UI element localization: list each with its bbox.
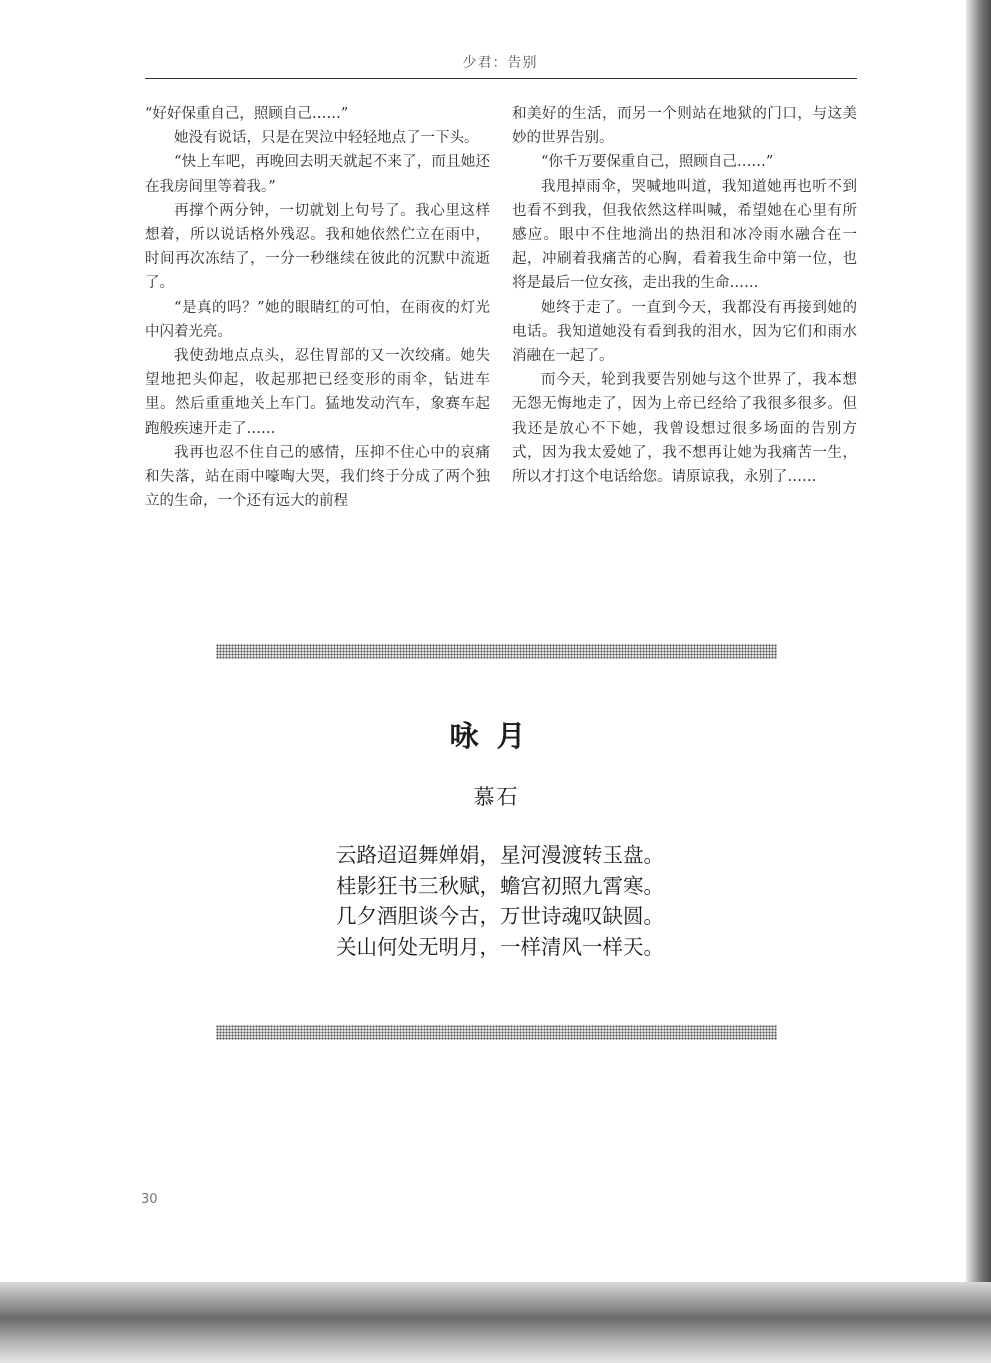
paragraph: 我甩掉雨伞，哭喊地叫道，我知道她再也听不到也看不到我，但我依然这样叫喊，希望她在心里有所感应。眼中不住地淌出的热泪和冰冷雨水融合在一起，冲刷着我痛苦的心胸，看着我生命中第一位，也将是最后一位女孩，走出我的生命…… xyxy=(512,178,857,292)
paragraph: 她终于走了。一直到今天，我都没有再接到她的电话。我知道她没有看到我的泪水，因为它们和雨水消融在一起了。 xyxy=(512,299,857,365)
article-right-column xyxy=(512,102,857,489)
page-number: 30 xyxy=(141,1192,158,1207)
poem-body xyxy=(300,840,700,962)
paragraph: “快上车吧，再晚回去明天就起不来了，而且她还在我房间里等着我。” xyxy=(145,154,490,195)
article-left-column xyxy=(145,102,490,513)
paragraph: 她没有说话，只是在哭泣中轻轻地点了一下头。 xyxy=(174,130,479,147)
poem-line: 云路迢迢舞婵娟，星河漫渡转玉盘。 xyxy=(336,843,664,867)
paragraph: 再撑个两分钟，一切就划上句号了。我心里这样想着，所以说话格外残忍。我和她依然伫立在雨中，时间再次冻结了，一分一秒继续在彼此的沉默中流逝了。 xyxy=(145,202,490,292)
page-edge-shadow-right xyxy=(966,0,991,1363)
poem-line: 几夕酒胆谈今古，万世诗魂叹缺圆。 xyxy=(336,904,664,929)
decorative-divider-top xyxy=(216,644,777,659)
paragraph: 我使劲地点点头，忍住胃部的又一次绞痛。她失望地把头仰起，收起那把已经变形的雨伞，钻进车里。然后重重地关上车门。猛地发动汽车，象赛车起跑般疾速开走了…… xyxy=(145,348,490,437)
page-edge-shadow-bottom xyxy=(0,1282,991,1363)
paragraph: 和美好的生活，而另一个则站在地狱的门口，与这美妙的世界告别。 xyxy=(512,106,857,147)
poem-line: 桂影狂书三秋赋，蟾宫初照九霄寒。 xyxy=(336,873,664,898)
header-rule xyxy=(145,78,857,79)
paragraph: 我再也忍不住自己的感情，压抑不住心中的哀痛和失落，站在雨中嚎啕大哭，我们终于分成了两个独立的生命，一个还有远大的前程 xyxy=(145,444,490,510)
poem-author: 慕石 xyxy=(473,785,520,809)
decorative-divider-bottom xyxy=(216,1025,777,1040)
paragraph: “是真的吗？”她的眼睛红的可怕，在雨夜的灯光中闪着光亮。 xyxy=(145,299,490,340)
running-header: 少君：告别 xyxy=(462,55,538,71)
paragraph: “好好保重自己，照顾自己……” xyxy=(145,106,349,122)
paragraph: 而今天，轮到我要告别她与这个世界了，我本想无怨无悔地走了，因为上帝已经给了我很多很多。但我还是放心不下她，我曾设想过很多场面的告别方式，因为我太爱她了，我不想再让她为我痛苦一生，所以才打这个电话给您。请原谅我，永别了…… xyxy=(512,372,857,486)
poem-title: 咏月 xyxy=(449,719,544,753)
poem-line: 关山何处无明月，一样清风一样天。 xyxy=(336,934,664,959)
paragraph: “你千万要保重自己，照顾自己……” xyxy=(541,154,774,171)
